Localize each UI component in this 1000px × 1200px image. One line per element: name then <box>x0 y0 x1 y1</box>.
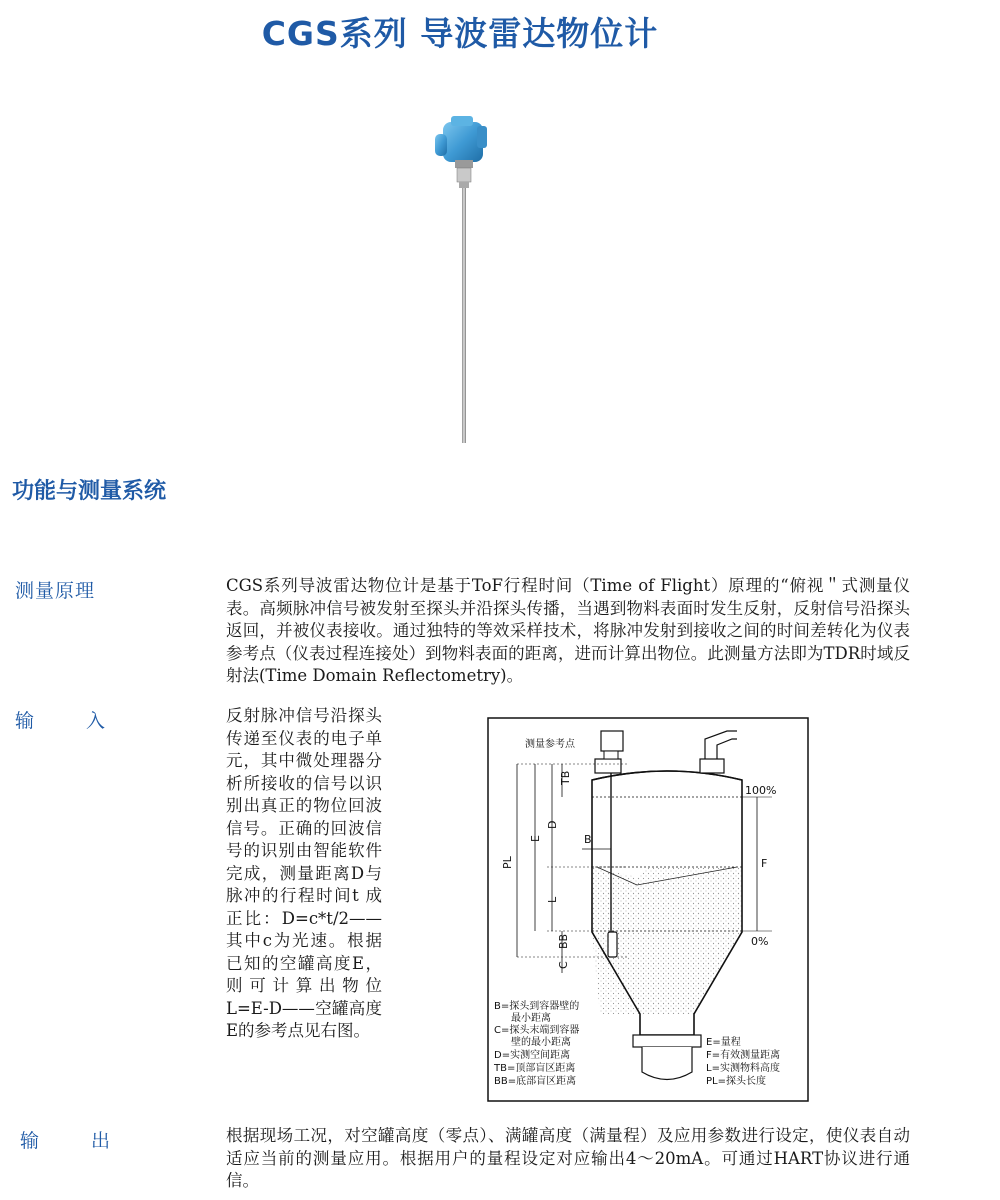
radar-probe-image <box>425 112 505 447</box>
dim-d: D <box>546 820 559 829</box>
dim-f: F <box>761 857 768 870</box>
dim-l: L <box>546 896 559 903</box>
page-title: CGS系列 导波雷达物位计 <box>261 14 659 53</box>
dim-b: B <box>584 833 592 846</box>
tank-measurement-diagram <box>487 717 809 1102</box>
pct-empty: 0% <box>751 935 769 948</box>
legend-left-item: BB=底部盲区距离 <box>494 1076 577 1087</box>
input-text: 反射脉冲信号沿探头传递至仪表的电子单元，其中微处理器分析所接收的信号以识别出真正的物位回波信号。正确的回波信号的识别由智能软件完成，测量距离D与脉冲的行程时间t 成正比：D=c*t/2——其中c为光速。根据已知的空罐高度E，则可计算出物位L=E-D——空罐高度E的参考点见右图。 <box>226 706 382 1040</box>
legend-right-item: F=有效测量距离 <box>706 1050 781 1061</box>
output-text: 根据现场工况，对空罐高度（零点）、满罐高度（满量程）及应用参数进行设定，使仪表自动适应当前的测量应用。根据用户的量程设定对应输出4～20mA。可通过HART协议进行通信。 <box>226 1126 910 1190</box>
dim-e: E <box>529 835 542 842</box>
legend-right-item: E=量程 <box>706 1037 741 1048</box>
dim-c: C <box>557 961 570 969</box>
ref-point-label: 测量参考点 <box>525 739 575 750</box>
legend-left-item: B=探头到容器壁的 <box>494 1001 580 1012</box>
legend-left-item: TB=顶部盲区距离 <box>494 1063 576 1074</box>
dim-tb: TB <box>559 770 572 785</box>
legend-left-item: C=探头末端到容器 <box>494 1025 580 1036</box>
legend-left-item: 壁的最小距离 <box>511 1037 571 1048</box>
principle-text: CGS系列导波雷达物位计是基于ToF行程时间（Time of Flight）原理的“俯视＂式测量仪表。高频脉冲信号被发射至探头并沿探头传播，当遇到物料表面时发生反射，反射信号沿探头返回，并被仪表接收。通过独特的等效采样技术，将脉冲发射到接收之间的时间差转化为仪表参考点（仪表过程连接处）到物料表面的距离，进而计算出物位。此测量方法即为TDR时域反射法(Time Domain Reflectometry)。 <box>226 576 910 685</box>
principle-label: 测量原理 <box>15 580 96 602</box>
section-heading: 功能与测量系统 <box>12 479 167 504</box>
legend-right-item: PL=探头长度 <box>706 1076 766 1087</box>
dim-pl: PL <box>501 856 514 869</box>
input-label: 输入 <box>15 710 105 732</box>
legend-left-item: 最小距离 <box>511 1013 551 1024</box>
legend-left-item: D=实测空间距离 <box>494 1050 571 1061</box>
dim-bb: BB <box>557 933 570 949</box>
legend-right-item: L=实测物料高度 <box>706 1063 780 1074</box>
output-label: 输出 <box>20 1130 110 1152</box>
pct-full: 100% <box>745 784 777 797</box>
